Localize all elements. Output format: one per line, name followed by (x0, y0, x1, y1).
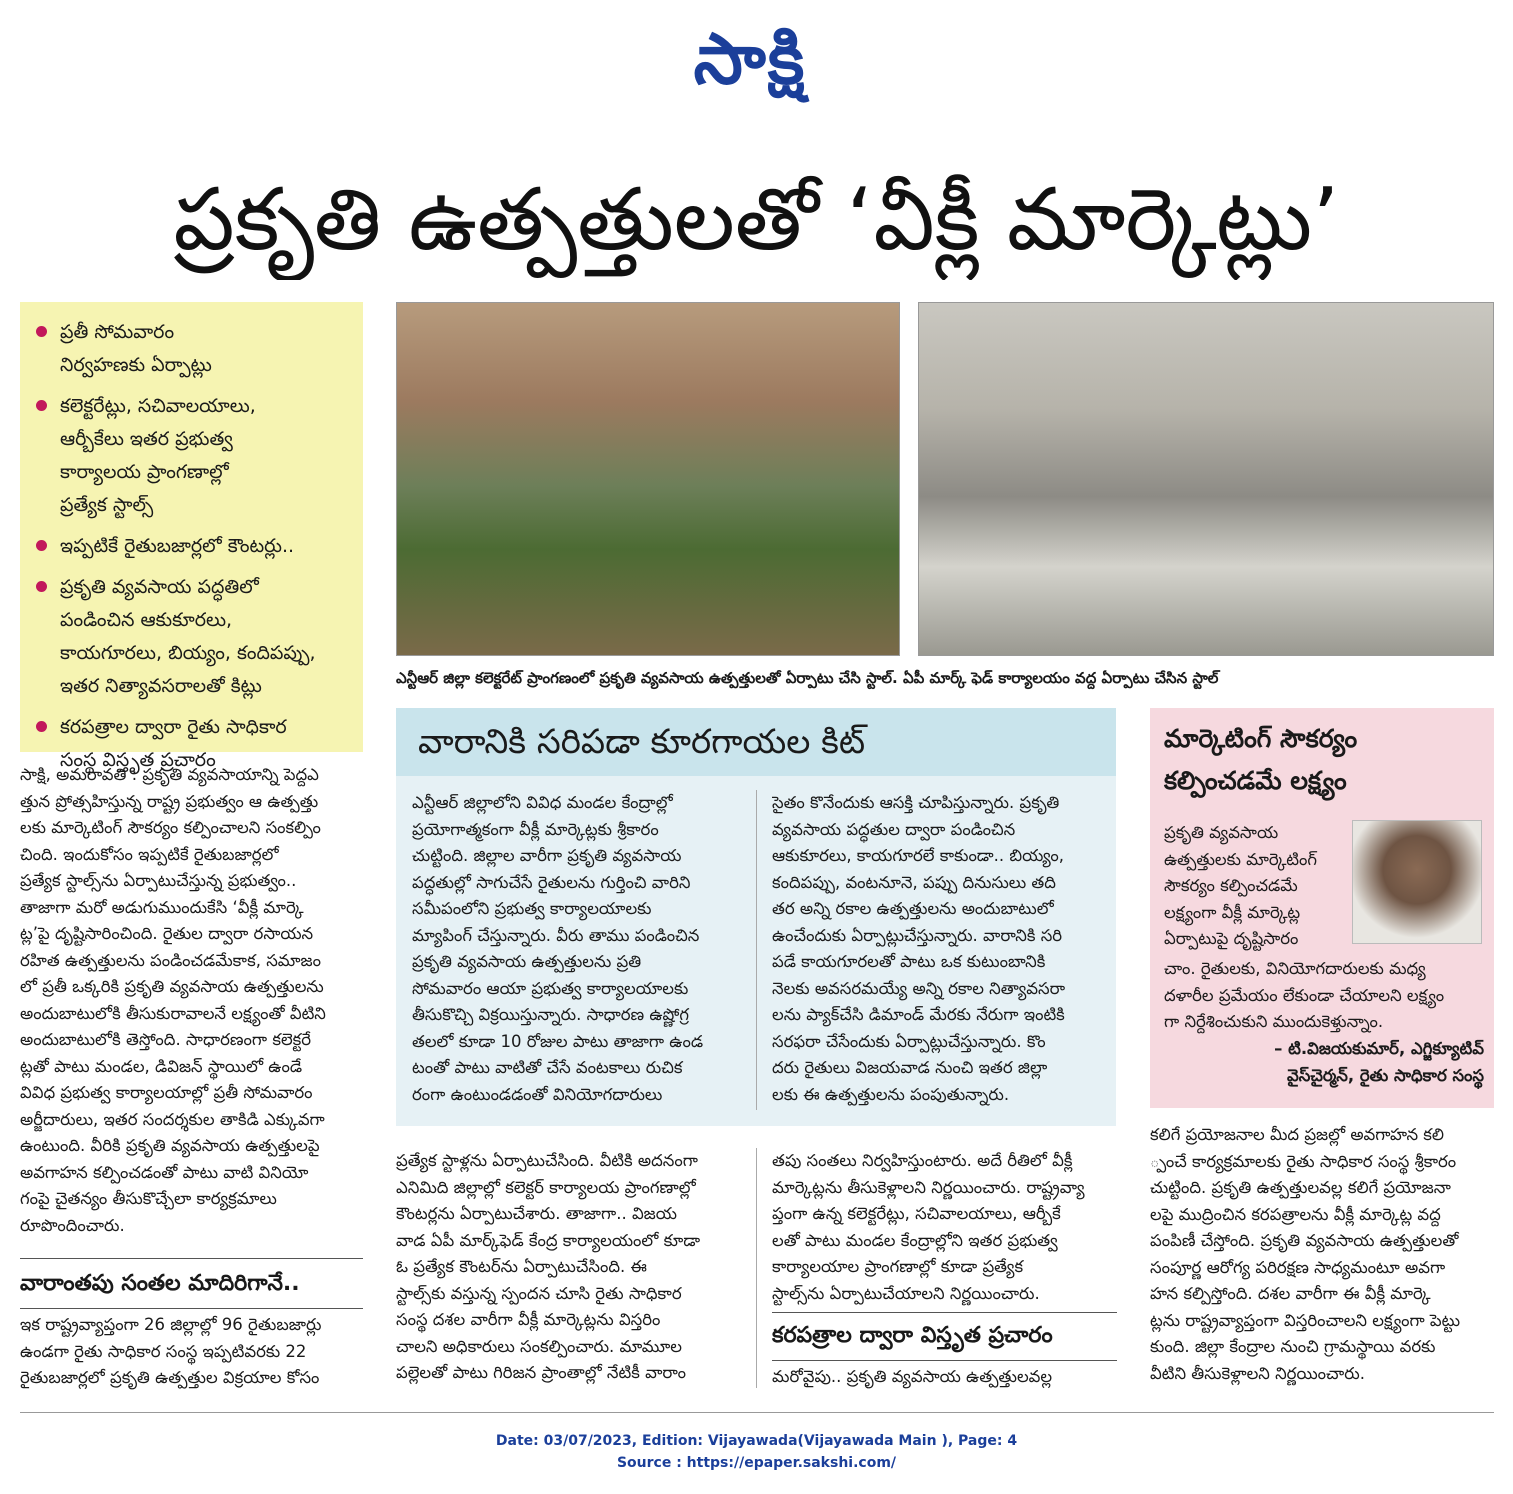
bullet-icon (36, 581, 47, 592)
text-line: ప్రయోగాత్మకంగా వీక్లీ మార్కెట్లకు శ్రీకారం (412, 819, 659, 839)
divider (772, 1360, 1117, 1361)
text-line: గంపై చైతన్యం తీసుకొచ్చేలా కార్యక్రమాలు (20, 1189, 277, 1208)
text-line: సరఫరా చేసేందుకు ఏర్పాట్లుచేస్తున్నారు. కొం (772, 1031, 1046, 1051)
text-line: లక్ష్యంగా వీక్లీ మార్కెట్ల (1164, 902, 1301, 922)
text-line: అందుబాటులోకి తీసుకురావాలనే లక్ష్యంతో వీటిని (20, 1003, 326, 1023)
text-line: చాం. రైతులకు, వినియోగదారులకు మధ్య (1164, 959, 1426, 978)
masthead-logo: సాక్షి (693, 18, 807, 100)
text-line: ప్రకృతి వ్యవసాయ (1164, 823, 1279, 842)
text-line: స్టాల్స్‌కు వస్తున్న స్పందన చూసి రైతు సాధికార (396, 1283, 682, 1303)
photo-markfed-stall (918, 302, 1494, 656)
text-line: కార్యాలయాల ప్రాంగణాల్లో కూడా ప్రత్యేక (772, 1257, 1024, 1276)
column-divider (756, 1148, 757, 1388)
text-line: కల్పించడమే లక్ష్యం (1164, 766, 1347, 795)
text-line: త్తున ప్రోత్సహిస్తున్న రాష్ట్ర ప్రభుత్వం ఆ ఉత్పత్తు (20, 791, 319, 811)
text-line: తీసుకొచ్చి విక్రయిస్తున్నారు. సాధారణ ఉష్ణోగ్ర (412, 1005, 689, 1024)
text-line: ఉండగా రైతు సాధికార సంస్థ ఇప్పటివరకు 22 (20, 1341, 307, 1361)
text-line: చింది. ఇందుకోసం ఇప్పటికే రైతుబజార్లలో (20, 844, 279, 864)
text-line: మరోవైపు.. ప్రకృతి వ్యవసాయ ఉత్పత్తులవల్ల (772, 1367, 1053, 1386)
text-line: రంగా ఉంటుండడంతో వినియోగదారులు (412, 1084, 663, 1104)
text-line: లతో పాటు మండల కేంద్రాల్లోని ఇతర ప్రభుత్వ (772, 1230, 1058, 1250)
text-line: పడే కాయగూరలతో పాటు ఒక కుటుంబానికి (772, 952, 1046, 971)
text-line: వైస్‌చైర్మన్, రైతు సాధికార సంస్థ (1287, 1065, 1484, 1085)
text-line: చుట్టింది. ప్రకృతి ఉత్పత్తులవల్ల కలిగే ప్రయోజనా (1150, 1178, 1451, 1197)
footer (0, 1430, 1513, 1474)
text-line: మ్యాపింగ్ చేస్తున్నారు. వీరు తాము పండించిన (412, 925, 700, 945)
article-column-1-continued (20, 1312, 363, 1392)
divider (20, 1308, 363, 1309)
text-line: ఎనిమిది జిల్లాల్లో కలెక్టర్ కార్యాలయ ప్రాంగణాల్లో (396, 1177, 696, 1197)
text-line: సాక్షి, అమరావతి : ప్రకృతి వ్యవసాయాన్ని పెద్దఎ (20, 765, 319, 784)
highlight-line: కాయగూరలు, బియ్యం, కందిపప్పు, (60, 642, 316, 664)
highlight-line: ఇతర నిత్యావసరాలతో కిట్లు (60, 675, 262, 697)
text-line: సమీపంలోని ప్రభుత్వ కార్యాలయాలకు (412, 899, 652, 918)
highlight-line: పండించిన ఆకుకూరలు, (60, 609, 233, 631)
text-line: పద్ధతుల్లో సాగుచేసే రైతులను గుర్తించి వారిని (412, 872, 691, 892)
text-line: ఉంచేందుకు ఏర్పాట్లుచేస్తున్నారు. వారానికి సరి (772, 925, 1063, 945)
text-line: పంపిణీ చేస్తోంది. ప్రకృతి వ్యవసాయ ఉత్పత్తులతో (1150, 1231, 1459, 1250)
text-line: రూపొందించారు. (20, 1215, 125, 1235)
photo-collectorate-stall (396, 302, 900, 656)
text-line: అందుబాటులోకి తెస్తోంది. సాధారణంగా కలెక్టరే (20, 1030, 312, 1049)
text-line: గా నిర్దేశించుకుని ముందుకెళ్తున్నాం. (1164, 1012, 1384, 1031)
highlight-item (36, 316, 353, 382)
text-line: సంపూర్ణ ఆరోగ్య పరిరక్షణ సాధ్యమంటూ అవగా (1150, 1257, 1446, 1277)
text-line: చుట్టింది. జిల్లాల వారీగా ప్రకృతి వ్యవసాయ (412, 846, 682, 865)
footer-source-link[interactable]: Source : https://epaper.sakshi.com/ (616, 1455, 897, 1471)
highlight-line: నిర్వహణకు ఏర్పాట్లు (60, 354, 212, 376)
text-line: ట్ల’పై దృష్టిసారించింది. రైతుల ద్వారా రసాయన (20, 924, 314, 943)
text-line: అవగాహన కల్పించడంతో పాటు వాటి వినియో (20, 1162, 309, 1182)
text-line: సౌకర్యం కల్పించడమే (1164, 876, 1298, 895)
text-line: తపు సంతలు నిర్వహిస్తుంటారు. అదే రీతిలో వీక్లీ (772, 1151, 1073, 1170)
vegetable-kit-column-left (412, 790, 747, 1108)
highlight-line: కార్యాలయ ప్రాంగణాల్లో (60, 461, 229, 483)
text-line: లకు మార్కెటింగ్ సౌకర్యం కల్పించాలని సంకల్పిం (20, 818, 321, 837)
highlight-line: సంస్థ విస్తృత ప్రచారం (60, 749, 216, 771)
text-line: మార్కెటింగ్ సౌకర్యం (1164, 724, 1358, 753)
text-line: పల్లెలతో పాటు గిరిజన ప్రాంతాల్లో నేటికీ వారాం (396, 1363, 687, 1382)
text-line: సైతం కొనేందుకు ఆసక్తి చూపిస్తున్నారు. ప్రకృతి (772, 793, 1060, 812)
subhead-weekend-markets: వారాంతపు సంతల మాదిరిగానే.. (20, 1271, 300, 1296)
highlight-line: ప్రతీ సోమవారం (60, 321, 175, 343)
text-line: తలలో కూడా 10 రోజుల పాటు తాజాగా ఉండ (412, 1031, 704, 1051)
quote-text (1164, 956, 1484, 1036)
text-line: ఎన్టీఆర్ జిల్లాలోని వివిధ మండల కేంద్రాల్లో (412, 793, 673, 812)
text-line: ప్తంగా ఉన్న కలెక్టరేట్లు, సచివాలయాలు, ఆర్బీకే (772, 1204, 1061, 1223)
text-line: ్పంచే కార్యక్రమాలకు రైతు సాధికార సంస్థ శ్రీకారం (1150, 1151, 1457, 1171)
text-line: వివిధ ప్రభుత్వ కార్యాలయాల్లో ప్రతీ సోమవారం (20, 1083, 313, 1102)
highlight-item (36, 390, 353, 522)
text-line: ప్రత్యేక స్టాల్స్‌ను ఏర్పాటుచేస్తున్న ప్రభుత్వం.. (20, 871, 297, 890)
highlight-line: ఇప్పటికే రైతుబజార్లలో కౌంటర్లు.. (60, 535, 295, 557)
highlight-line: ఆర్బీకేలు ఇతర ప్రభుత్వ (60, 428, 233, 450)
text-line: స్టాల్స్‌ను ఏర్పాటుచేయాలని నిర్ణయించారు. (772, 1283, 1040, 1303)
text-line: లకు ఈ ఉత్పత్తులను పంపుతున్నారు. (772, 1084, 1010, 1104)
article-column-4 (1150, 1122, 1494, 1387)
subhead-pamphlet-campaign: కరపత్రాల ద్వారా విస్తృత ప్రచారం (772, 1323, 1053, 1348)
highlight-line: కరపత్రాల ద్వారా రైతు సాధికార (60, 716, 287, 738)
text-line: – టి.విజయకుమార్, ఎగ్జిక్యూటివ్ (1274, 1039, 1484, 1058)
text-line: దరు రైతులు విజయవాడ నుంచి ఇతర జిల్లా (772, 1058, 1048, 1077)
text-line: రైతుబజార్లలో ప్రకృతి ఉత్పత్తుల విక్రయాల కోసం (20, 1368, 320, 1387)
highlight-line: కలెక్టరేట్లు, సచివాలయాలు, (60, 395, 256, 417)
divider (20, 1258, 363, 1259)
text-line: అర్జీదారులు, ఇతర సందర్శకుల తాకిడి ఎక్కువగా (20, 1109, 325, 1129)
text-line: ఓ ప్రత్యేక కౌంటర్‌ను ఏర్పాటుచేసింది. ఈ (396, 1257, 647, 1276)
vegetable-kit-heading: వారానికి సరిపడా కూరగాయల కిట్ (396, 708, 1116, 776)
text-line: ఇక రాష్ట్రవ్యాప్తంగా 26 జిల్లాల్లో 96 రైతుబజార్లు (20, 1315, 322, 1334)
column-divider (756, 790, 757, 1110)
text-line: కందిపప్పు, వంటనూనె, పప్పు దినుసులు తది (772, 872, 1056, 892)
footer-date-edition: Date: 03/07/2023, Edition: Vijayawada(Vijayawada Main ), Page: 4 (495, 1433, 1018, 1449)
text-line: ఉత్పత్తులకు మార్కెటింగ్ (1164, 849, 1318, 869)
text-line: ఏర్పాటుపై దృష్టిసారం (1164, 929, 1299, 948)
vegetable-kit-column-right (772, 790, 1107, 1108)
text-line: రహిత ఉత్పత్తులను పండించడమేకాక, సమాజం (20, 950, 321, 970)
article-column-1 (20, 762, 363, 1239)
highlight-line: ప్రకృతి వ్యవసాయ పద్ధతిలో (60, 576, 259, 598)
headline: ప్రకృతి ఉత్పత్తులతో ‘వీక్లీ మార్కెట్లు’ (173, 170, 1340, 270)
text-line: వాడ ఏపీ మార్క్‌ఫెడ్ కేంద్ర కార్యాలయంలో కూడా (396, 1230, 701, 1250)
text-line: ట్లను రాష్ట్రవ్యాప్తంగా విస్తరించాలని లక్ష్యంగా పెట్టు (1150, 1310, 1461, 1330)
text-line: నెలకు అవసరమయ్యే అన్ని రకాల నిత్యావసరా (772, 978, 1066, 998)
highlight-line: ప్రత్యేక స్టాల్స్ (60, 494, 154, 516)
highlight-item (36, 571, 353, 703)
quote-heading (1164, 718, 1484, 802)
text-line: ప్రత్యేక స్టాళ్లను ఏర్పాటుచేసింది. వీటికి అదనంగా (396, 1151, 698, 1170)
bullet-icon (36, 540, 47, 551)
text-line: హన కల్పిస్తోంది. దశల వారీగా ఈ వీక్లీ మార్కె (1150, 1284, 1431, 1303)
text-line: టంతో పాటు వాటితో చేసే వంటకాలు రుచిక (412, 1058, 683, 1077)
article-column-3-continued (772, 1364, 1117, 1391)
text-line: తర అన్ని రకాల ఉత్పత్తులను అందుబాటులో (772, 899, 1054, 918)
text-line: ఉంటుంది. వీరికి ప్రకృతి వ్యవసాయ ఉత్పత్తులపై (20, 1136, 320, 1155)
bullet-icon (36, 400, 47, 411)
text-line: వీటిని తీసుకెళ్లాలని నిర్ణయించారు. (1150, 1363, 1365, 1383)
text-line: చాలని అధికారులు సంకల్పించారు. మామూల (396, 1336, 682, 1356)
divider (772, 1312, 1117, 1313)
text-line: వ్యవసాయ పద్ధతుల ద్వారా పండించిన (772, 819, 1016, 839)
text-line: లో ప్రతీ ఒక్కరికి ప్రకృతి వ్యవసాయ ఉత్పత్తులను (20, 977, 324, 996)
text-line: సోమవారం ఆయా ప్రభుత్వ కార్యాలయాలకు (412, 978, 689, 998)
highlight-item (36, 530, 353, 563)
quote-attribution (1164, 1036, 1484, 1089)
text-line: కుంది. జిల్లా కేంద్రాల నుంచి గ్రామస్థాయి వరకు (1150, 1337, 1436, 1356)
bullet-icon (36, 326, 47, 337)
article-column-2 (396, 1148, 741, 1387)
text-line: మార్కెట్లను తీసుకెళ్లాలని నిర్ణయించారు. రాష్ట్రవ్యా (772, 1177, 1085, 1197)
text-line: కలిగే ప్రయోజనాల మీద ప్రజల్లో అవగాహన కలి (1150, 1125, 1445, 1144)
bullet-icon (36, 721, 47, 732)
text-line: కౌంటర్లను ఏర్పాటుచేశారు. తాజాగా.. విజయ (396, 1204, 677, 1223)
highlights-box (20, 302, 363, 771)
footer-divider (20, 1412, 1494, 1413)
text-line: ప్రకృతి వ్యవసాయ ఉత్పత్తులను ప్రతి (412, 952, 642, 971)
text-line: లపై ముద్రించిన కరపత్రాలను వీక్లీ మార్కెట్ల వద్ద (1150, 1204, 1441, 1224)
text-line: ఆకుకూరలు, కాయగూరలే కాకుండా.. బియ్యం, (772, 846, 1064, 865)
article-column-3 (772, 1148, 1117, 1307)
text-line: ట్లతో పాటు మండల, డివిజన్ స్థాయిలో ఉండే (20, 1056, 303, 1076)
text-line: దళారీల ప్రమేయం లేకుండా చేయాలని లక్ష్యం (1164, 985, 1445, 1005)
portrait-photo (1352, 820, 1482, 944)
quote-text-beside-photo (1164, 820, 1346, 953)
text-line: తాజాగా మరో అడుగుముందుకేసి ‘వీక్లీ మార్కె (20, 897, 304, 917)
photo-caption: ఎన్టీఆర్ జిల్లా కలెక్టరేట్ ప్రాంగణంలో ప్రకృతి వ్యవసాయ ఉత్పత్తులతో ఏర్పాటు చేసి స్టాల్. ఏపీ మార్క్ ఫెడ్ కార్యాలయం వద్ద ఏర్పాటు చేసిన స్టాల్ (396, 669, 1219, 687)
text-line: సంస్థ దశల వారీగా వీక్లీ మార్కెట్లను విస్తరిం (396, 1310, 661, 1329)
text-line: లను ప్యాక్‌చేసి డిమాండ్ మేరకు నేరుగా ఇంటికి (772, 1005, 1065, 1024)
